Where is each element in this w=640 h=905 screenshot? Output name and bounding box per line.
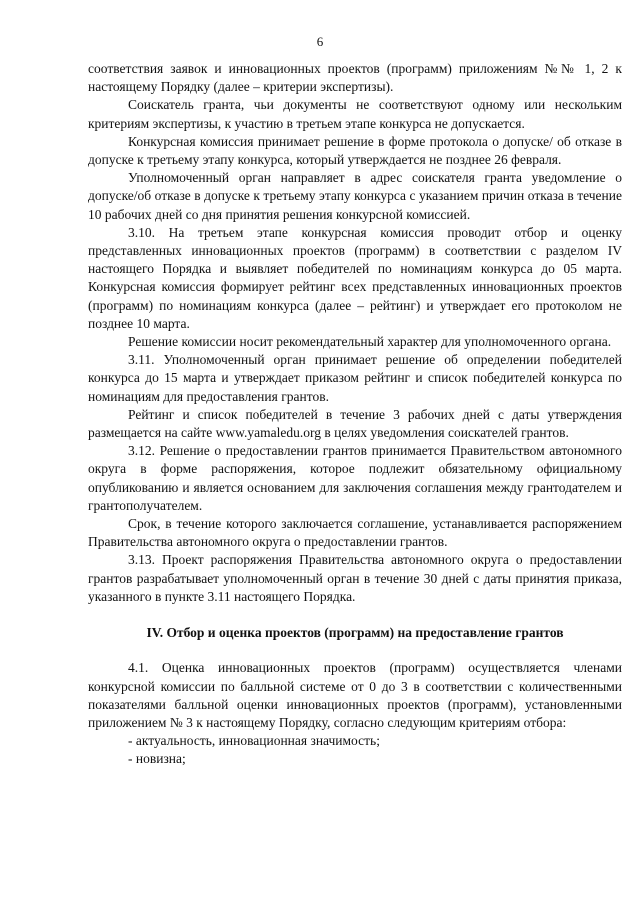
- criteria-list-item: - новизна;: [128, 751, 186, 767]
- paragraph: Соискатель гранта, чьи документы не соответствуют одному или нескольким критериям экспертизы, к участию в третьем этапе конкурса не допускается.: [88, 97, 622, 131]
- criteria-list-item: - актуальность, инновационная значимость;: [128, 733, 380, 749]
- paragraph-3-11: 3.11. Уполномоченный орган принимает решение об определении победителей конкурса до 15 марта и утверждает приказом рейтинг и список победителей конкурса по номинациям для предоставления грантов.: [88, 352, 622, 404]
- paragraph-3-10: 3.10. На третьем этапе конкурсная комиссия проводит отбор и оценку представленных инновационных проектов (программ) в соответствии с разделом IV настоящего Порядка и выявляет победителей по номинациям конкурса до 05 марта. Конкурсная комиссия формирует рейтинг всех представленных инновационных проектов (программ) по номинациям конкурса (далее – рейтинг) и утверждает его протоколом не позднее 10 марта.: [88, 224, 622, 331]
- section-heading: IV. Отбор и оценка проектов (программ) на предоставление грантов: [146, 625, 564, 641]
- paragraph: Рейтинг и список победителей в течение 3 рабочих дней с даты утверждения размещается на сайте www.yamaledu.org в целях уведомления соискателей грантов.: [88, 406, 622, 441]
- paragraph: Срок, в течение которого заключается соглашение, устанавливается распоряжением Правительства автономного округа о предоставлении грантов.: [88, 516, 622, 550]
- paragraph-4-1: 4.1. Оценка инновационных проектов (программ) осуществляется членами конкурсной комиссии по балльной системе от 0 до 3 в соответствии с количественными показателями балльной оценки инновационных проектов (программ), установленными приложением № 3 к настоящему Порядку, согласно следующим критериям отбора:: [88, 660, 622, 730]
- document-body: [88, 60, 622, 769]
- page-number: 6: [316, 34, 324, 49]
- paragraph: Конкурсная комиссия принимает решение в форме протокола о допуске/ об отказе в допуске к третьему этапу конкурса, который утверждается не позднее 26 февраля.: [88, 133, 622, 168]
- paragraph: Решение комиссии носит рекомендательный характер для уполномоченного органа.: [128, 334, 612, 350]
- paragraph-3-13: 3.13. Проект распоряжения Правительства автономного округа о предоставлении грантов разрабатывает уполномоченный орган в течение 30 дней с даты принятия приказа, указанного в пункте 3.11 настоящего Порядка.: [88, 552, 622, 604]
- paragraph: Уполномоченный орган направляет в адрес соискателя гранта уведомление о допуске/об отказе в допуске к третьему этапу конкурса с указанием причин отказа в течение 10 рабочих дней со дня принятия решения конкурсной комиссией.: [88, 170, 622, 222]
- paragraph: соответствия заявок и инновационных проектов (программ) приложениям №№ 1, 2 к настоящему Порядку (далее – критерии экспертизы).: [88, 61, 622, 95]
- paragraph-3-12: 3.12. Решение о предоставлении грантов принимается Правительством автономного округа в форме распоряжения, которое подлежит обязательному официальному опубликованию и является основанием для заключения соглашения между грантодателем и грантополучателем.: [88, 443, 622, 513]
